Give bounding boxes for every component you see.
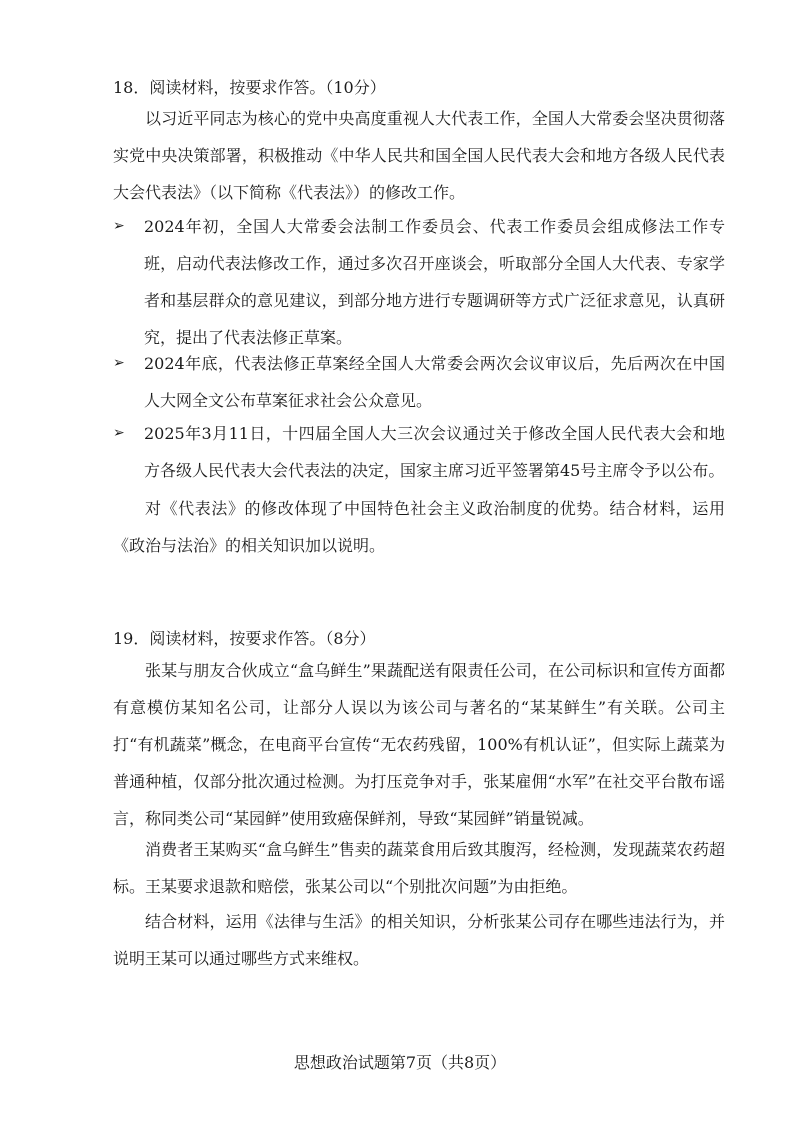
q18-question: 对《代表法》的修改体现了中国特色社会主义政治制度的优势。结合材料，运用《政治与法治》的相关知识加以说明。 — [113, 499, 725, 555]
arrow-bullet-icon: ➢ — [113, 218, 125, 234]
q19-title: 19．阅读材料，按要求作答。（8分） — [113, 629, 376, 648]
q18-bullet-3-text: 2025年3月11日，十四届全国人大三次会议通过关于修改全国人民代表大会和地方各级人民代表大会代表法的决定，国家主席习近平签署第45号主席令予以公布。 — [144, 424, 725, 480]
q19-para-1: 张某与朋友合伙成立“盒乌鲜生”果蔬配送有限责任公司，在公司标识和宣传方面都有意模仿某知名公司，让部分人误以为该公司与著名的“某某鲜生”有关联。公司主打“有机蔬菜”概念，在电商平台宣传“无农药残留，100%有机认证”，但实际上蔬菜为普通种植，仅部分批次通过检测。为打压竞争对手，张某雇佣“水军”在社交平台散布谣言，称同类公司“某园鲜”使用致癌保鲜剂，导致“某园鲜”销量锐减。 — [113, 661, 725, 828]
q18-bullet-1-text: 2024年初，全国人大常委会法制工作委员会、代表工作委员会组成修法工作专班，启动代表法修改工作，通过多次召开座谈会，听取部分全国人大代表、专家学者和基层群众的意见建议，到部分地方进行专题调研等方式广泛征求意见，认真研究，提出了代表法修正草案。 — [144, 217, 725, 347]
arrow-bullet-icon: ➢ — [113, 355, 125, 371]
q18-bullet-2-text: 2024年底，代表法修正草案经全国人大常委会两次会议审议后，先后两次在中国人大网全文公布草案征求社会公众意见。 — [144, 354, 725, 410]
q19-question: 结合材料，运用《法律与生活》的相关知识，分析张某公司存在哪些违法行为，并说明王某可以通过哪些方式来维权。 — [113, 912, 725, 968]
page-footer: 思想政治试题第7页（共8页） — [293, 1053, 507, 1072]
q18-intro: 以习近平同志为核心的党中央高度重视人大代表工作，全国人大常委会坚决贯彻落实党中央决策部署，积极推动《中华人民共和国全国人民代表大会和地方各级人民代表大会代表法》（以下简称《代表法》）的修改工作。 — [113, 109, 725, 202]
arrow-bullet-icon: ➢ — [113, 425, 125, 441]
q19-para-2: 消费者王某购买“盒乌鲜生”售卖的蔬菜食用后致其腹泻，经检测，发现蔬菜农药超标。王某要求退款和赔偿，张某公司以“个别批次问题”为由拒绝。 — [113, 840, 725, 896]
q18-title: 18．阅读材料，按要求作答。（10分） — [113, 78, 386, 97]
